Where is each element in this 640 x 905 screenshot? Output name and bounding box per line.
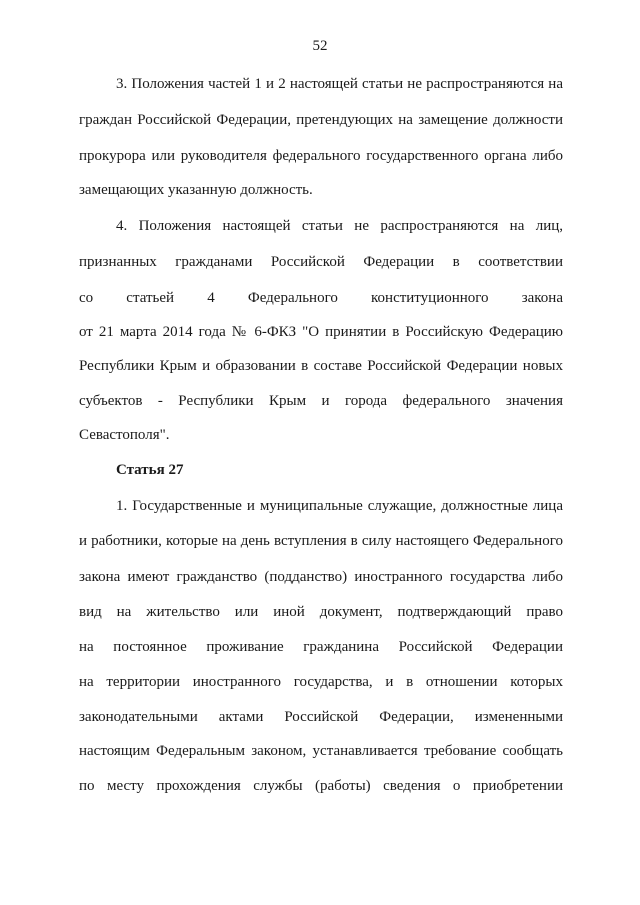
paragraph-3-line-1: 3. Положения частей 1 и 2 настоящей статьи не распространяются на [116,76,563,92]
paragraph-4-line-1: 4. Положения настоящей статьи не распространяются на лиц, [116,218,563,234]
article-heading: Статья 27 [116,462,184,478]
article-27-line-5: на постоянное проживание гражданина Российской Федерации [79,639,563,655]
paragraph-3-line-2: граждан Российской Федерации, претендующих на замещение должности [79,112,563,128]
paragraph-4-line-4: от 21 марта 2014 года № 6-ФКЗ "О принятии в Российскую Федерацию [79,324,563,340]
paragraph-3-line-3: прокурора или руководителя федерального государственного органа либо [79,148,563,164]
paragraph-3-line-4: замещающих указанную должность. [79,182,313,198]
article-27-line-9: по месту прохождения службы (работы) сведения о приобретении [79,778,563,794]
article-27-line-3: закона имеют гражданство (подданство) иностранного государства либо [79,569,563,585]
paragraph-4-line-3: со статьей 4 Федерального конституционного закона [79,290,563,306]
article-27-line-8: настоящим Федеральным законом, устанавливается требование сообщать [79,743,563,759]
paragraph-4-line-6: субъектов - Республики Крым и города федерального значения [79,393,563,409]
article-27-line-2: и работники, которые на день вступления в силу настоящего Федерального [79,533,563,549]
article-27-line-4: вид на жительство или иной документ, подтверждающий право [79,604,563,620]
paragraph-4-line-5: Республики Крым и образовании в составе Российской Федерации новых [79,358,563,374]
article-27-line-6: на территории иностранного государства, и в отношении которых [79,674,563,690]
page-number: 52 [312,38,328,54]
article-27-line-1: 1. Государственные и муниципальные служащие, должностные лица [116,498,563,514]
article-27-line-7: законодательными актами Российской Федерации, измененными [79,709,563,725]
paragraph-4-line-2: признанных гражданами Российской Федерации в соответствии [79,254,563,270]
paragraph-4-line-7: Севастополя". [79,427,170,443]
